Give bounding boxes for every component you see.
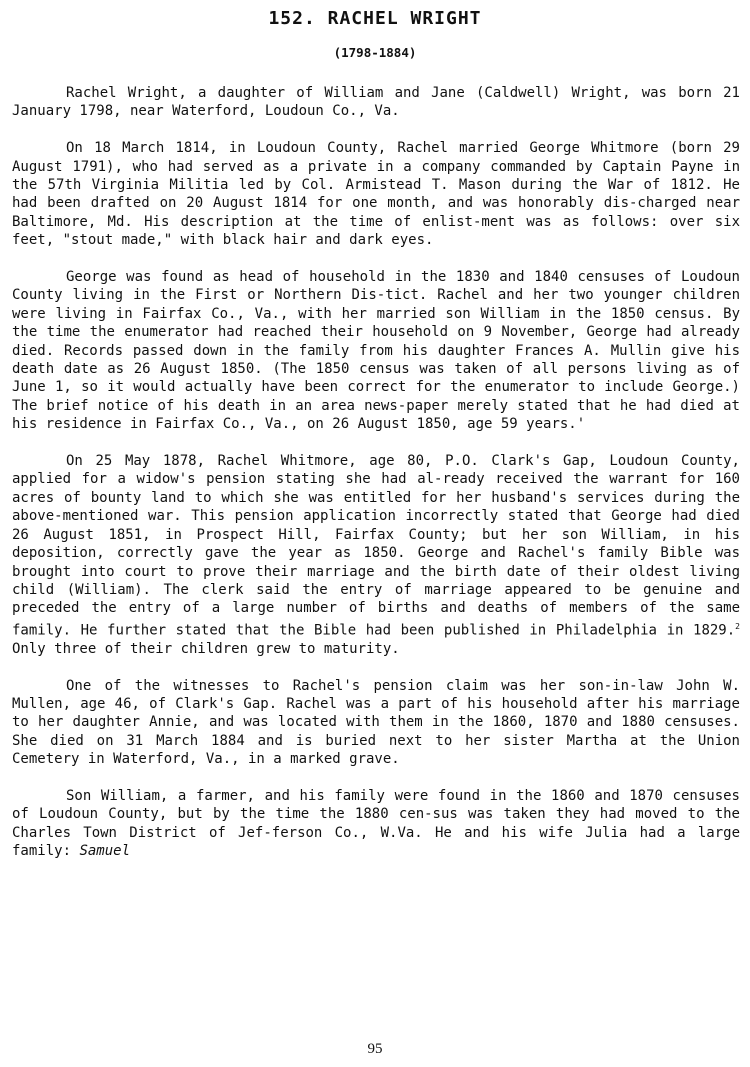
- life-dates: (1798-1884): [333, 45, 417, 60]
- footnote-mark: 2: [735, 621, 740, 631]
- paragraph-birth: Rachel Wright, a daughter of William and Jane (Caldwell) Wright, was born 21 January 1798, near Waterford, Loudoun Co., Va.: [12, 85, 740, 120]
- paragraph-pension-tail: Only three of their children grew to maturity.: [12, 640, 400, 657]
- body-text: [12, 84, 740, 879]
- paragraph-pension-text: On 25 May 1878, Rachel Whitmore, age 80, P.O. Clark's Gap, Loudoun County, applied for a widow's pension stating she had al-ready received the warrant for 160 acres of bounty land to which she was entitled for her husband's services during the above-mentioned war. This pension application incorrectly stated that George had died 26 August 1851, in Prospect Hill, Fairfax County; but her son William, in his deposition, correctly gave the year as 1850. George and Rachel's family Bible was brought into court to prove their marriage and the birth date of their oldest living child (William). The clerk said the entry of marriage appeared to be genuine and preceded the entry of a large number of births and deaths of members of the same family. He further stated that the Bible had been published in Philadelphia in 1829.: [12, 453, 740, 639]
- chapter-title: 152. RACHEL WRIGHT: [268, 8, 482, 29]
- paragraph-pension: [12, 452, 740, 658]
- paragraph-son-william: [12, 787, 740, 861]
- paragraph-son-william-text: Son William, a farmer, and his family were found in the 1860 and 1870 censuses of Loudoun County, but by the time the 1880 cen-sus was taken they had moved to the Charles Town District of Jef-ferson Co., W.Va. He and his wife Julia had a large family:: [12, 788, 740, 860]
- paragraph-witness: One of the witnesses to Rachel's pension claim was her son-in-law John W. Mullen, age 46, of Clark's Gap. Rachel was a part of his household after his marriage to her daughter Annie, and was located with them in the 1860, 1870 and 1880 censuses. She died on 31 March 1884 and is buried next to her sister Martha at the Union Cemetery in Waterford, Va., in a marked grave.: [12, 677, 740, 768]
- page-number: 95: [367, 1041, 383, 1057]
- paragraph-marriage: On 18 March 1814, in Loudoun County, Rachel married George Whitmore (born 29 August 1791), who had served as a private in a company commanded by Captain Payne in the 57th Virginia Militia led by Col. Armistead T. Mason during the War of 1812. He had been drafted on 20 August 1814 for one month, and was honorably dis-charged near Baltimore, Md. His description at the time of enlist-ment was as follows: over six feet, "stout made," with black hair and dark eyes.: [12, 140, 740, 249]
- paragraph-census-death: George was found as head of household in the 1830 and 1840 censuses of Loudoun County living in the First or Northern Dis-tict. Rachel and her two younger children were living in Fairfax Co., Va., with her married son William in the 1850 census. By the time the enumerator had reached their household on 9 November, George had already died. Records passed down in the family from his daughter Frances A. Mullin give his death date as 26 August 1850. (The 1850 census was taken of all persons living as of June 1, so it would actually have been correct for the enumerator to include George.) The brief notice of his death in an area news-paper merely stated that he had died at his residence in Fairfax Co., Va., on 26 August 1850, age 59 years.': [12, 269, 740, 433]
- italic-name: Samuel: [79, 843, 131, 860]
